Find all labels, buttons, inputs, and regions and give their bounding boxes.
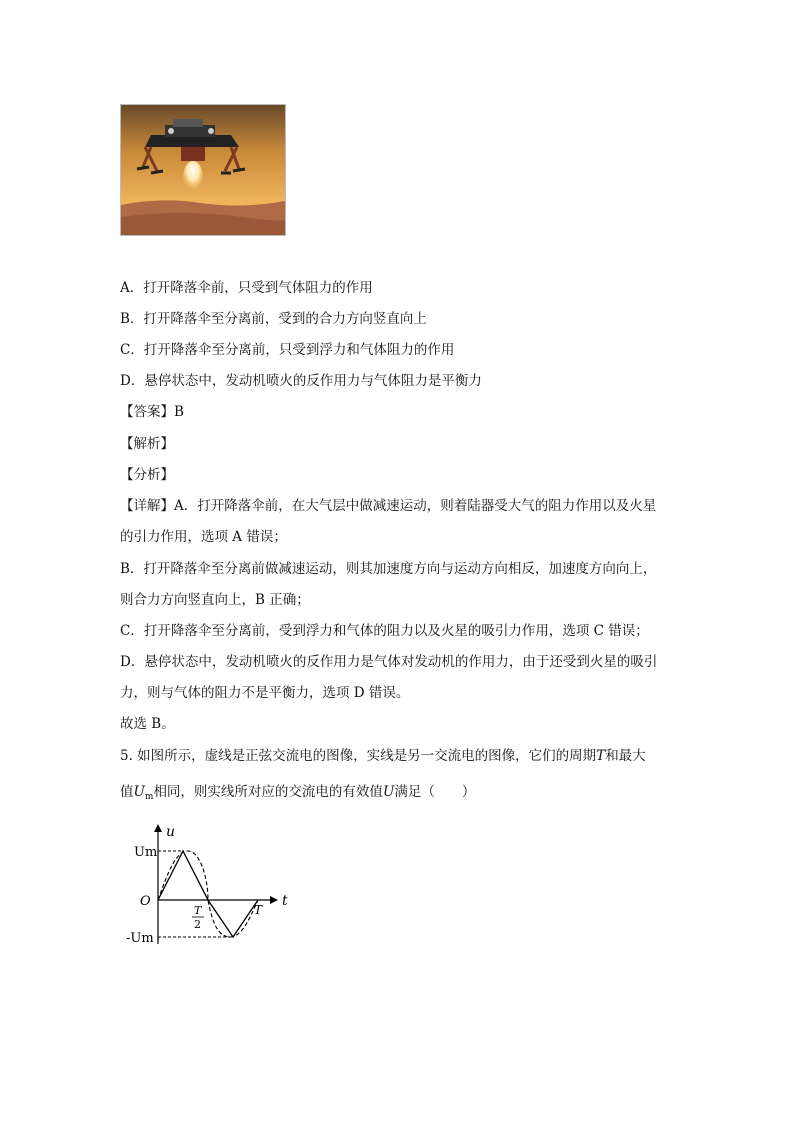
q5-text-1a: 5. 如图所示，虚线是正弦交流电的图像，实线是另一交流电的图像，它们的周期	[120, 748, 597, 764]
t-axis-arrow	[270, 896, 278, 904]
mars-lander-photo	[120, 104, 286, 236]
answer-value: B	[174, 404, 184, 420]
fenxi-label: 【分析】	[120, 467, 174, 483]
t-full-label: T	[254, 903, 263, 917]
detail-conclusion: 故选 B。	[120, 716, 175, 732]
u-axis-label: u	[166, 824, 176, 840]
detail-label: 【详解】	[120, 498, 174, 514]
detail-line-2: 的引力作用，选项 A 错误；	[120, 529, 287, 545]
ac-waveform-graph	[126, 818, 298, 948]
detail-text-1: A．打开降落伞前，在大气层中做减速运动，则着陆器受大气的阻力作用以及火星	[174, 498, 657, 514]
analysis-label: 【解析】	[120, 436, 174, 452]
q5-text-2b: 相同，则实线所对应的交流电的有效值	[153, 784, 383, 800]
q5-period-symbol: T	[596, 748, 606, 764]
q5-text-2a: 值	[120, 784, 134, 800]
q5-max-symbol: U	[133, 784, 145, 800]
question-5-line-1	[120, 746, 646, 766]
detail-line-4: 则合力方向竖直向上，B 正确；	[120, 592, 310, 608]
detail-line-3: B．打开降落伞至分离前做减速运动，则其加速度方向与运动方向相反，加速度方向向上，	[120, 561, 657, 577]
neg-um-label: -Um	[126, 931, 154, 946]
q5-max-subscript: m	[144, 792, 154, 802]
detail-line-5: C．打开降落伞至分离前，受到浮力和气体的阻力以及火星的吸引力作用，选项 C 错误；	[120, 623, 649, 639]
t-half-numerator: T	[194, 904, 202, 917]
option-d: D．悬停状态中，发动机喷火的反作用力与气体阻力是平衡力	[120, 373, 482, 389]
detail-line-7: 力，则与气体的阻力不是平衡力，选项 D 错误。	[120, 685, 410, 701]
option-a: A．打开降落伞前，只受到气体阻力的作用	[120, 280, 373, 296]
q5-text-1b: 和最大	[605, 748, 646, 764]
option-b: B．打开降落伞至分离前，受到的合力方向竖直向上	[120, 311, 427, 327]
origin-label: O	[140, 894, 151, 909]
t-axis-label: t	[282, 893, 288, 909]
detail-line-6: D．悬停状态中，发动机喷火的反作用力是气体对发动机的作用力，由于还受到火星的吸引	[120, 654, 658, 670]
answer-label: 【答案】	[120, 404, 174, 420]
detail-line-1	[120, 496, 656, 516]
q5-effective-symbol: U	[382, 784, 395, 800]
um-label: Um	[134, 845, 158, 860]
sine-wave-dashed	[158, 851, 258, 937]
t-half-denominator: 2	[194, 918, 201, 931]
u-axis-arrow	[154, 824, 162, 832]
option-c: C．打开降落伞至分离前，只受到浮力和气体阻力的作用	[120, 342, 455, 358]
answer-line	[120, 402, 184, 422]
q5-text-2c: 满足（ ）	[394, 784, 476, 800]
question-5-line-2	[120, 782, 475, 807]
